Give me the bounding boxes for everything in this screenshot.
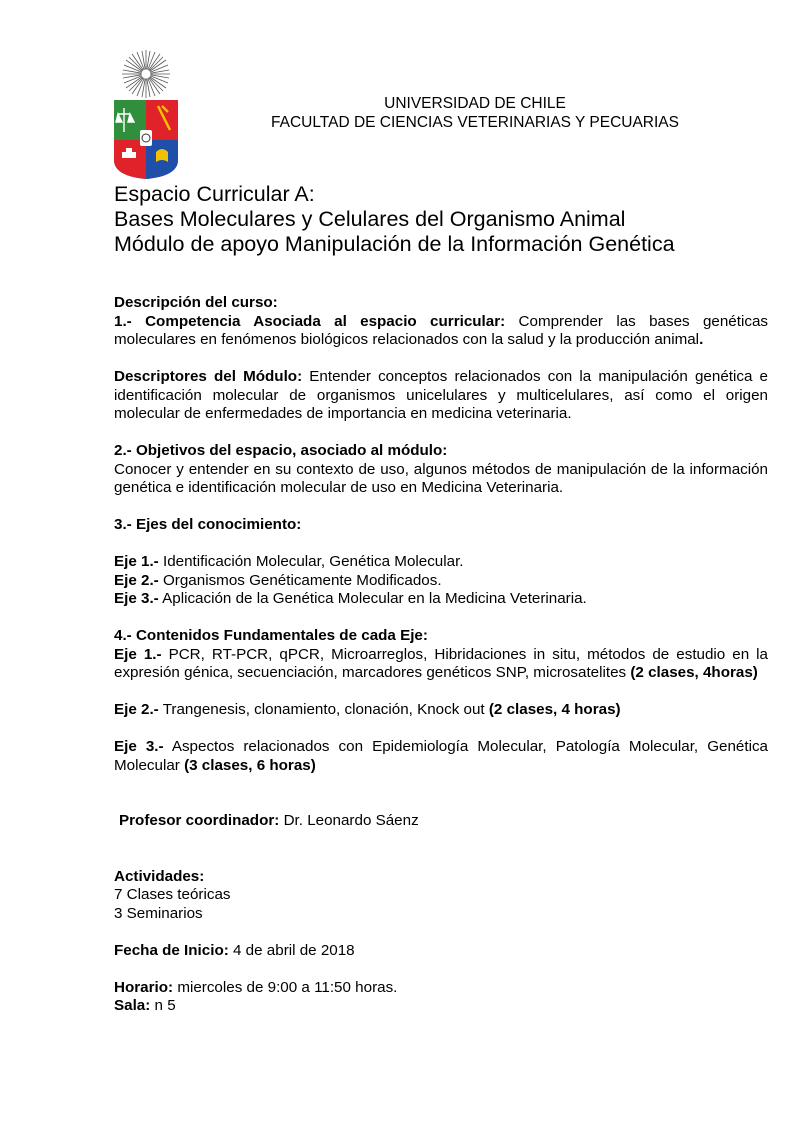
- objetivos-text: Conocer y entender en su contexto de uso, algunos métodos de manipulación de la información genética e identificación molecular de uso en Medicina Veterinaria.: [114, 460, 768, 496]
- descriptores-paragraph: [114, 368, 768, 424]
- objetivos-heading: 2.- Objetivos del espacio, asociado al módulo:: [114, 442, 448, 459]
- profesor-line: [114, 812, 768, 831]
- title-line-3: Módulo de apoyo Manipulación de la Información Genética: [114, 232, 675, 256]
- faculty-name: FACULTAD DE CIENCIAS VETERINARIAS Y PECUARIAS: [271, 114, 679, 131]
- eje-item-3: Eje 3.- Aplicación de la Genética Molecular en la Medicina Veterinaria.: [114, 590, 587, 607]
- title-line-2: Bases Moleculares y Celulares del Organismo Animal: [114, 207, 626, 231]
- actividades-line-2: 3 Seminarios: [114, 904, 203, 922]
- descriptores-text: Entender conceptos relacionados con la manipulación genética e identificación molecular de organismos unicelulares y multicelulares, así como el origen molecular de enfermedades de importancia en medicina veterinaria.: [114, 368, 768, 422]
- actividades-heading: Actividades:: [114, 867, 205, 885]
- university-name: UNIVERSIDAD DE CHILE: [384, 95, 566, 112]
- title-line-1: Espacio Curricular A:: [114, 182, 315, 206]
- eje-item-1: Eje 1.- Identificación Molecular, Genética Molecular.: [114, 553, 464, 570]
- star-rays-icon: [122, 50, 170, 98]
- contenido-eje-1: Eje 1.- PCR, RT-PCR, qPCR, Microarreglos, Hibridaciones in situ, métodos de estudio en la expresión génica, secuenciación, marcadores genéticos SNP, microsatelites (2 clases, 4horas): [114, 645, 768, 681]
- shield-icon: [114, 100, 178, 179]
- competencia-label: 1.- Competencia Asociada al espacio curricular:: [114, 312, 506, 330]
- descripcion-heading: Descripción del curso:: [114, 294, 278, 311]
- document-body: [114, 294, 768, 1016]
- profesor-name: Dr. Leonardo Sáenz: [283, 812, 419, 829]
- profesor-label: Profesor coordinador:: [119, 812, 280, 829]
- descriptores-label: Descriptores del Módulo:: [114, 368, 303, 385]
- ejes-heading: 3.- Ejes del conocimiento:: [114, 516, 302, 533]
- competencia-paragraph: 1.- Competencia Asociada al espacio curricular: Comprender las bases genéticas moleculares en fenómenos biológicos relacionados con la salud y la producción animal.: [114, 312, 768, 348]
- university-crest-logo: [110, 48, 182, 180]
- fecha-inicio: Fecha de Inicio: 4 de abril de 2018: [114, 941, 355, 959]
- eje-item-2: Eje 2.- Organismos Genéticamente Modificados.: [114, 571, 442, 589]
- horario: Horario: miercoles de 9:00 a 11:50 horas.: [114, 978, 398, 996]
- actividades-line-1: 7 Clases teóricas: [114, 886, 231, 903]
- contenidos-heading: 4.- Contenidos Fundamentales de cada Eje:: [114, 627, 428, 644]
- competencia-text: Comprender las bases genéticas moleculares en fenómenos biológicos relacionados con la salud y la producción animal: [114, 312, 768, 348]
- contenido-eje-3: Eje 3.- Aspectos relacionados con Epidemiología Molecular, Patología Molecular, Genética Molecular (3 clases, 6 horas): [114, 738, 768, 774]
- contenido-eje-2: Eje 2.- Trangenesis, clonamiento, clonación, Knock out (2 clases, 4 horas): [114, 701, 621, 718]
- sala: Sala: n 5: [114, 997, 176, 1014]
